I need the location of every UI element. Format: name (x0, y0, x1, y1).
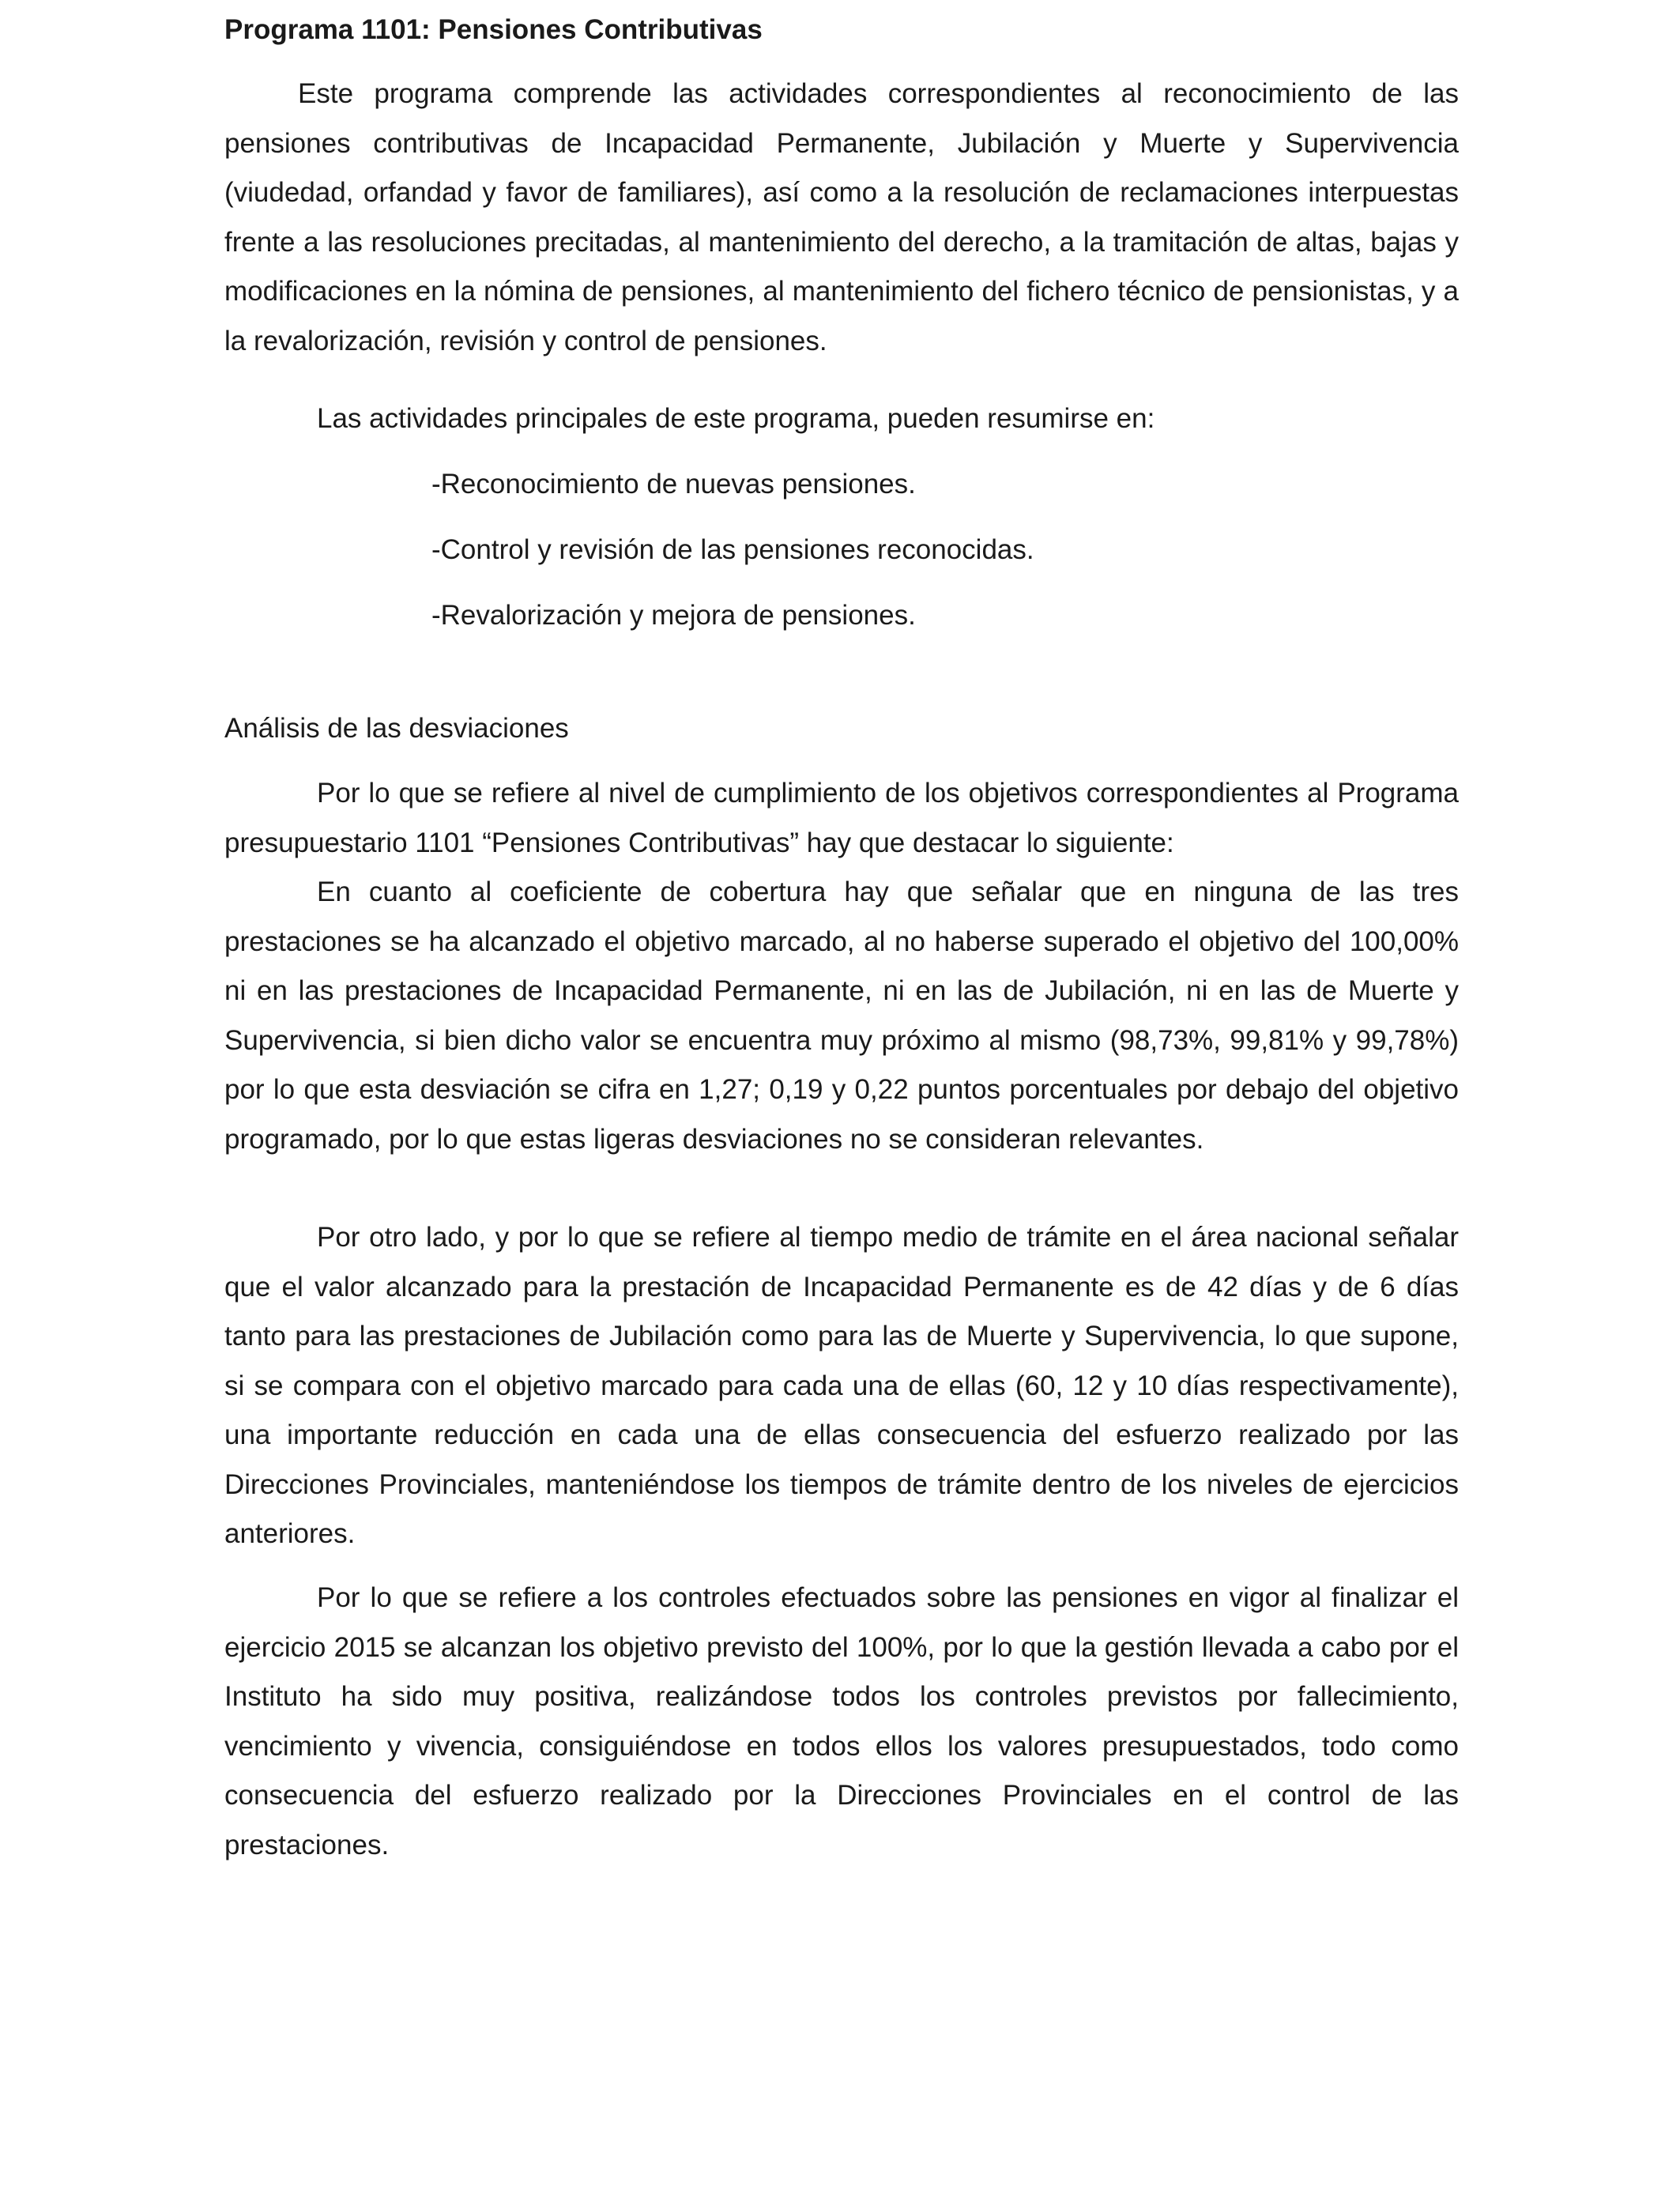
intro-paragraph: Este programa comprende las actividades correspondientes al reconocimiento de las pensiones contributivas de Incapacidad Permanente, Jubilación y Muerte y Supervivencia (viudedad, orfandad y favor de familiares), así como a la resolución de reclamaciones interpuestas frente a las resoluciones precitadas, al mantenimiento del derecho, a la tramitación de altas, bajas y modificaciones en la nómina de pensiones, al mantenimiento del fichero técnico de pensionistas, y a la revalorización, revisión y control de pensiones. (224, 78, 1459, 356)
document-title: Programa 1101: Pensiones Contributivas (224, 14, 763, 45)
analysis-paragraph: En cuanto al coeficiente de cobertura hay que señalar que en ninguna de las tres prestaciones se ha alcanzado el objetivo marcado, al no haberse superado el objetivo del 100,00% ni en las prestaciones de Incapacidad Permanente, ni en las de Jubilación, ni en las de Muerte y Supervivencia, si bien dicho valor se encuentra muy próximo al mismo (98,73%, 99,81% y 99,78%) por lo que esta desviación se cifra en 1,27; 0,19 y 0,22 puntos porcentuales por debajo del objetivo programado, por lo que estas ligeras desviaciones no se consideran relevantes. (224, 876, 1459, 1155)
analysis-paragraph: Por otro lado, y por lo que se refiere al tiempo medio de trámite en el área nacional señalar que el valor alcanzado para la prestación de Incapacidad Permanente es de 42 días y de 6 días tanto para las prestaciones de Jubilación como para las de Muerte y Supervivencia, lo que supone, si se compara con el objetivo marcado para cada una de ellas (60, 12 y 10 días respectivamente), una importante reducción en cada una de ellas consecuencia del esfuerzo realizado por las Direcciones Provinciales, manteniéndose los tiempos de trámite dentro de los niveles de ejercicios anteriores. (224, 1222, 1459, 1549)
section-heading: Análisis de las desviaciones (224, 713, 569, 744)
activities-intro: Las actividades principales de este programa, pueden resumirse en: (317, 403, 1155, 434)
activity-item: -Control y revisión de las pensiones reconocidas. (431, 534, 1034, 565)
analysis-paragraph: Por lo que se refiere al nivel de cumplimiento de los objetivos correspondientes al Programa presupuestario 1101 “Pensiones Contributivas” hay que destacar lo siguiente: (224, 778, 1459, 858)
activity-item: -Reconocimiento de nuevas pensiones. (431, 469, 916, 499)
activity-item: -Revalorización y mejora de pensiones. (431, 600, 916, 631)
analysis-paragraph: Por lo que se refiere a los controles efectuados sobre las pensiones en vigor al finalizar el ejercicio 2015 se alcanzan los objetivo previsto del 100%, por lo que la gestión llevada a cabo por el Instituto ha sido muy positiva, realizándose todos los controles previstos por fallecimiento, vencimiento y vivencia, consiguiéndose en todos ellos los valores presupuestados, todo como consecuencia del esfuerzo realizado por la Direcciones Provinciales en el control de las prestaciones. (224, 1582, 1459, 1860)
